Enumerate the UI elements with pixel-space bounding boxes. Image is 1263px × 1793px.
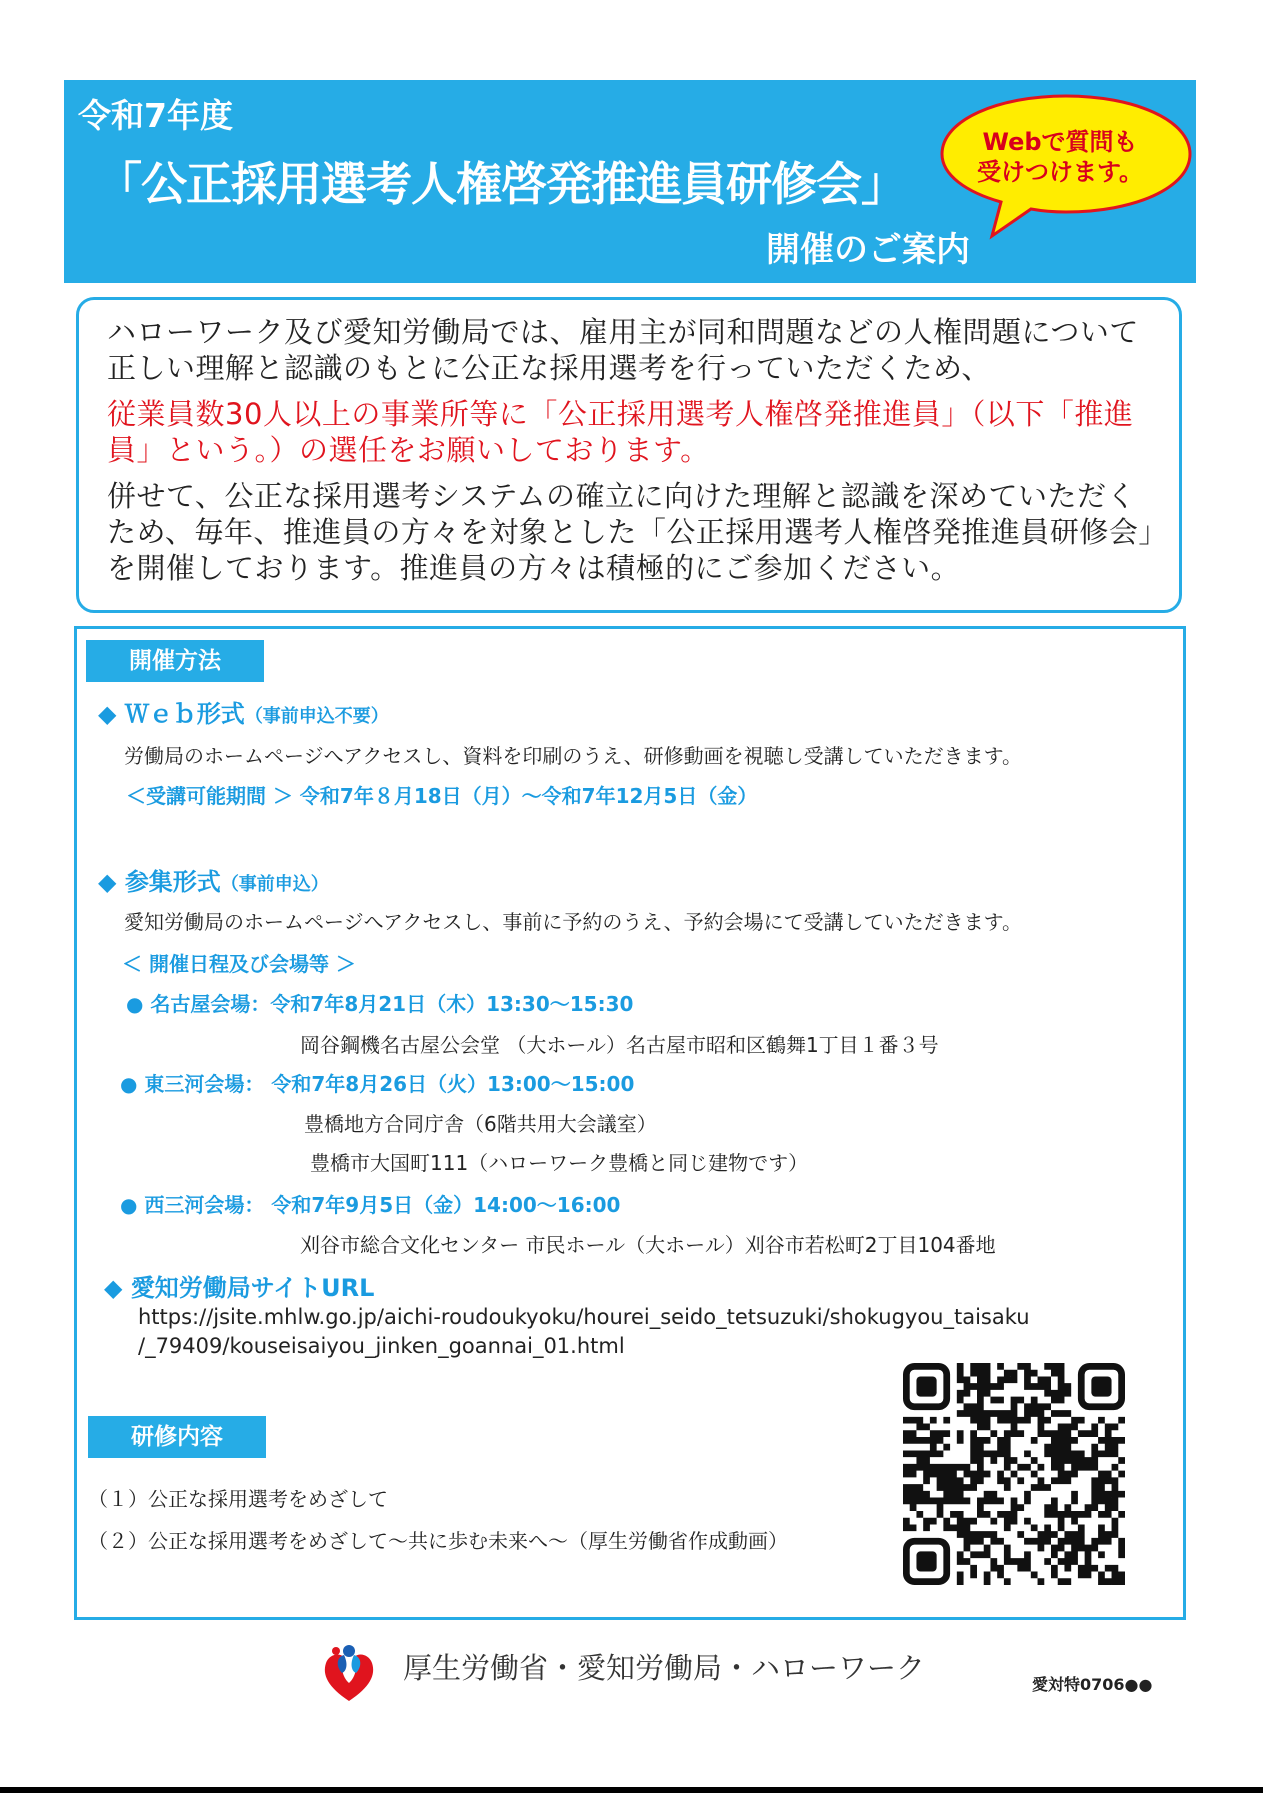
footer-organizations: 厚生労働省・愛知労働局・ハローワーク — [403, 1651, 926, 1685]
site-url-line-2[interactable]: /_79409/kouseisaiyou_jinken_goannai_01.html — [138, 1334, 625, 1358]
schedule-label: ＜ 開催日程及び会場等 ＞ — [122, 952, 356, 976]
content-tab: 研修内容 — [88, 1416, 266, 1458]
onsite-format-title: ◆ 参集形式 — [98, 868, 221, 896]
qr-finder-center-2 — [916, 1551, 936, 1571]
venue-higashimikawa-building: 豊橋地方合同庁舎（6階共用大会議室） — [304, 1112, 657, 1136]
qr-finder-center-1 — [1091, 1376, 1111, 1396]
bubble-line-2: 受けつけます。 — [976, 158, 1144, 186]
qr-code[interactable] — [903, 1363, 1125, 1585]
venue-nagoya-title: ● 名古屋会場：令和7年8月21日（木）13:30～15:30 — [126, 992, 634, 1016]
content-item-2: （２）公正な採用選考をめざして～共に歩む未来へ～（厚生労働省作成動画） — [88, 1529, 788, 1553]
intro-paragraph-3: 併せて、公正な採用選考システムの確立に向けた理解と認識を深めていただくため、毎年、推進員の方々を対象とした「公正採用選考人権啓発推進員研修会」を開催しております。推進員の方々は積極的にご参加ください。 — [107, 479, 1154, 585]
venue-higashimikawa-title: ● 東三河会場： 令和7年8月26日（火）13:00～15:00 — [120, 1072, 635, 1096]
site-url-line-1[interactable]: https://jsite.mhlw.go.jp/aichi-roudoukyoku/hourei_seido_tetsuzuki/shokugyou_taisaku — [138, 1305, 1030, 1329]
web-format-heading — [98, 694, 389, 729]
web-format-title: ◆ Ｗｅｂ形式 — [98, 700, 245, 728]
web-format-note: （事前申込不要） — [244, 706, 389, 727]
intro-box — [76, 297, 1182, 613]
content-item-1: （１）公正な採用選考をめざして — [88, 1487, 388, 1511]
venue-nishimikawa-address: 刈谷市総合文化センター 市民ホール（大ホール）刈谷市若松町2丁目104番地 — [300, 1233, 996, 1257]
site-url-heading: ◆ 愛知労働局サイトURL — [104, 1274, 375, 1302]
venue-nagoya-address: 岡谷鋼機名古屋公会堂 （大ホール）名古屋市昭和区鶴舞1丁目１番３号 — [300, 1033, 939, 1057]
bubble-line-1: Webで質問も — [982, 128, 1138, 156]
web-format-period: ＜受講可能期間 ＞ 令和7年８月18日（月）～令和7年12月5日（金） — [126, 784, 758, 808]
qr-finder-center-0 — [916, 1376, 936, 1396]
speech-bubble-text — [954, 127, 1166, 187]
site-url[interactable] — [138, 1303, 1030, 1361]
intro-paragraph-2: 従業員数30人以上の事業所等に「公正採用選考人権啓発推進員」（以下「推進員」という。）の選任をお願いしております。 — [107, 397, 1134, 467]
onsite-format-note: （事前申込） — [220, 874, 329, 895]
page-subtitle: 開催のご案内 — [766, 230, 970, 270]
onsite-format-heading — [98, 862, 329, 897]
bottom-rule — [0, 1787, 1263, 1793]
page-title: 「公正採用選考人権啓発推進員研修会」 — [96, 157, 906, 211]
qr-modules — [903, 1363, 1125, 1585]
intro-paragraph-1: ハローワーク及び愛知労働局では、雇用主が同和問題などの人権問題について正しい理解と認識のもとに公正な採用選考を行っていただくため、 — [107, 315, 1139, 385]
header-year: 令和7年度 — [78, 96, 233, 135]
document-code: 愛対特0706●● — [1032, 1675, 1153, 1694]
onsite-format-description: 愛知労働局のホームページへアクセスし、事前に予約のうえ、予約会場にて受講していただきます。 — [124, 910, 1022, 934]
venue-higashimikawa-address: 豊橋市大国町111（ハローワーク豊橋と同じ建物です） — [310, 1151, 809, 1175]
mhlw-logo-icon — [318, 1643, 380, 1705]
venue-nishimikawa-title: ● 西三河会場： 令和7年9月5日（金）14:00～16:00 — [120, 1193, 621, 1217]
web-format-description: 労働局のホームページへアクセスし、資料を印刷のうえ、研修動画を視聴し受講していただきます。 — [124, 744, 1022, 768]
methods-tab: 開催方法 — [86, 640, 264, 682]
